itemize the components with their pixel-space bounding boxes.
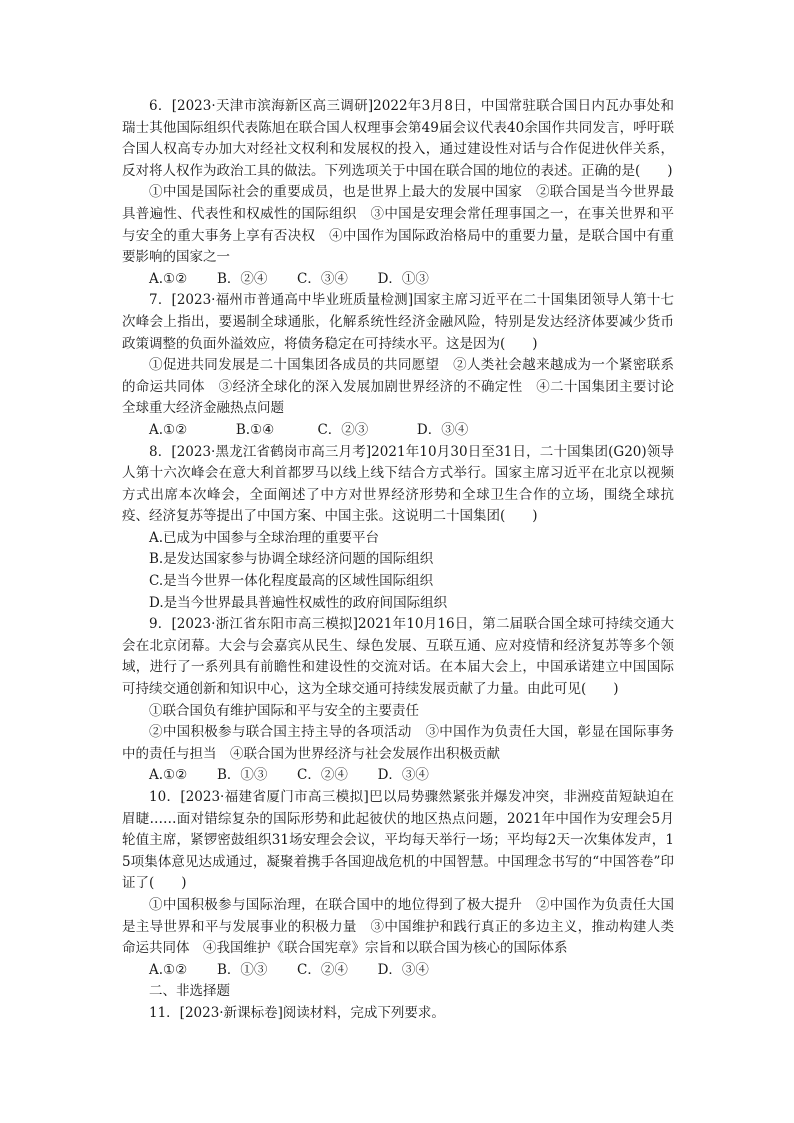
section-title: 二、非选择题 bbox=[149, 983, 230, 1000]
option-b[interactable]: B.①④ bbox=[235, 421, 275, 438]
question-10-options bbox=[122, 960, 674, 982]
option-a[interactable]: A.①② bbox=[149, 270, 188, 287]
question-7-stem: 7．[2023·福州市普通高中毕业班质量检测]国家主席习近平在二十国集团领导人第十七次峰会上指出，要遏制全球通胀，化解系统性经济金融风险，特别是发达经济体要减少货币政策调整的负面外溢效应，将债务稳定在可持续水平。这是因为( ) bbox=[122, 292, 674, 352]
option-d[interactable]: D．①③ bbox=[377, 270, 429, 287]
question-6-statements: ①中国是国际社会的重要成员，也是世界上最大的发展中国家 ②联合国是当今世界最具普遍性、代表性和权威性的国际组织 ③中国是安理会常任理事国之一，在事关世界和平与安全的重大事务上享有否决权 ④中国作为国际政治格局中的重要力量，是联合国中有重要影响的国家之一 bbox=[122, 184, 674, 266]
question-7-statements: ①促进共同发展是二十国集团各成员的共同愿望 ②人类社会越来越成为一个紧密联系的命运共同体 ③经济全球化的深入发展加剧世界经济的不确定性 ④二十国集团主要讨论全球重大经济金融热点问题 bbox=[122, 357, 674, 417]
question-6-stem: 6．[2023·天津市滨海新区高三调研]2022年3月8日，中国常驻联合国日内瓦办事处和瑞士其他国际组织代表陈旭在联合国人权理事会第49届会议代表40余国作共同发言，呼吁联合国人权高专办加大对经社文权利和发展权的投入，通过建设性对话与合作促进伙伴关系，反对将人权作为政治工具的做法。下列选项关于中国在联合国的地位的表述。正确的是( ) bbox=[122, 98, 674, 179]
option-b[interactable]: B．②④ bbox=[216, 270, 268, 287]
question-9-statement-2: ②中国积极参与联合国主持主导的各项活动 ③中国作为负责任大国，彰显在国际事务中的责任与担当 ④联合国为世界经济与社会发展作出积极贡献 bbox=[122, 724, 674, 762]
question-6-options bbox=[122, 269, 674, 291]
question-9-statement-1: ①联合国负有维护国际和平与安全的主要责任 bbox=[149, 702, 419, 719]
question-8-stem: 8．[2023·黑龙江省鹤岗市高三月考]2021年10月30日至31日，二十国集团(G20)领导人第十六次峰会在意大利首都罗马以线上线下结合方式举行。国家主席习近平在北京以视频方式出席本次峰会，全面阐述了中方对世界经济形势和全球卫生合作的立场，围绕全球抗疫、经济复苏等提出了中国方案、中国主张。这说明二十国集团( ) bbox=[122, 443, 674, 525]
option-b[interactable]: B．①③ bbox=[216, 961, 268, 978]
document-page bbox=[122, 96, 674, 1025]
option-a[interactable]: A.①② bbox=[149, 767, 188, 784]
question-9-options bbox=[122, 765, 674, 787]
option-d[interactable]: D．③④ bbox=[416, 421, 469, 438]
option-d[interactable]: D．③④ bbox=[377, 767, 429, 784]
option-d[interactable]: D．③④ bbox=[377, 961, 429, 978]
question-9-stem: 9．[2023·浙江省东阳市高三模拟]2021年10月16日，第二届联合国全球可持续交通大会在北京闭幕。大会与会嘉宾从民生、绿色发展、互联互通、应对疫情和经济复苏等多个领域，进行了一系列具有前瞻性和建设性的交流对话。在本届大会上，中国承诺建立中国国际可持续交通创新和知识中心，这为全球交通可持续发展贡献了力量。由此可见( ) bbox=[122, 616, 674, 698]
option-b[interactable]: B．①③ bbox=[216, 767, 268, 784]
question-10-statements: ①中国积极参与国际治理，在联合国中的地位得到了极大提升 ②中国作为负责任大国是主导世界和平与发展事业的积极力量 ③中国维护和践行真正的多边主义，推动构建人类命运共同体 ④我国维护《联合国宪章》宗旨和以联合国为核心的国际体系 bbox=[122, 896, 674, 957]
option-c[interactable]: C．②④ bbox=[297, 961, 348, 978]
option-a[interactable]: A.①② bbox=[149, 421, 188, 438]
option-c[interactable]: C．③④ bbox=[297, 270, 348, 287]
question-10-stem: 10．[2023·福建省厦门市高三模拟]巴以局势骤然紧张并爆发冲突，非洲疫苗短缺迫在眉睫……面对错综复杂的国际形势和此起彼伏的地区热点问题，2021年中国作为安理会5月轮值主席，紧锣密鼓组织31场安理会会议，平均每天举行一场；平均每2天一次集体发声，15项集体意见达成通过，凝聚着携手各国迎战危机的中国智慧。中国理念书写的“中国答卷”印证了( ) bbox=[122, 789, 674, 892]
question-8-option-a[interactable]: A.已成为中国参与全球治理的重要平台 bbox=[149, 529, 380, 546]
question-8-option-d[interactable]: D.是当今世界最具普遍性权威性的政府间国际组织 bbox=[149, 594, 448, 611]
option-c[interactable]: C．②④ bbox=[297, 767, 348, 784]
question-8-option-b[interactable]: B.是发达国家参与协调全球经济问题的国际组织 bbox=[149, 551, 434, 568]
question-7-options bbox=[122, 420, 674, 442]
option-a[interactable]: A.①② bbox=[149, 961, 188, 978]
option-c[interactable]: C．②③ bbox=[317, 421, 369, 438]
question-8-option-c[interactable]: C.是当今世界一体化程度最高的区域性国际组织 bbox=[149, 573, 434, 590]
question-11-stem: 11．[2023·新课标卷]阅读材料，完成下列要求。 bbox=[149, 1004, 445, 1021]
